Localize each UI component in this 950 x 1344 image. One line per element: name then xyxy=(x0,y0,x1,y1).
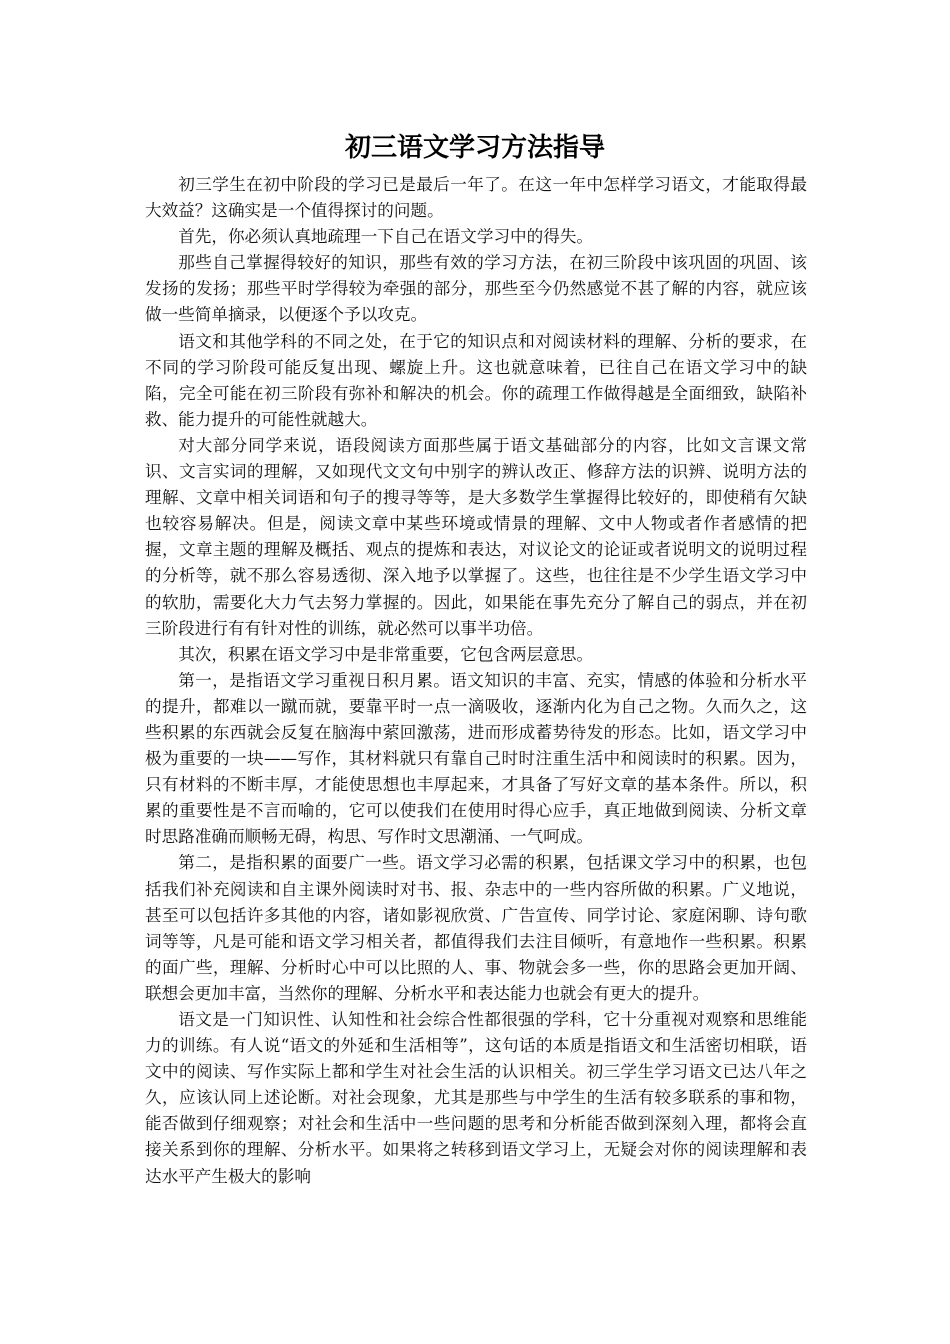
paragraph: 初三学生在初中阶段的学习已是最后一年了。在这一年中怎样学习语文，才能取得最大效益？这确实是一个值得探讨的问题。 xyxy=(145,175,807,221)
paragraph: 首先，你必须认真地疏理一下自己在语文学习中的得失。 xyxy=(178,227,594,247)
paragraph: 第二，是指积累的面要广一些。语文学习必需的积累，包括课文学习中的积累，也包括我们补充阅读和自主课外阅读时对书、报、杂志中的一些内容所做的积累。广义地说，甚至可以包括许多其他的内容，诸如影视欣赏、广告宣传、同学讨论、家庭闲聊、诗句歌词等等，凡是可能和语文学习相关者，都值得我们去注目倾听，有意地作一些积累。积累的面广些，理解、分析时心中可以比照的人、事、物就会多一些，你的思路会更加开阔、联想会更加丰富，当然你的理解、分析水平和表达能力也就会有更大的提升。 xyxy=(145,853,807,1003)
paragraph: 语文是一门知识性、认知性和社会综合性都很强的学科，它十分重视对观察和思维能力的训练。有人说“语文的外延和生活相等”，这句话的本质是指语文和生活密切相联，语文中的阅读、写作实际上都和学生对社会生活的认识相关。初三学生学习语文已达八年之久，应该认同上述论断。对社会现象，尤其是那些与中学生的生活有较多联系的事和物，能否做到仔细观察；对社会和生活中一些问题的思考和分析能否做到深刻入理，都将会直接关系到你的理解、分析水平。如果将之转移到语文学习上，无疑会对你的阅读理解和表达水平产生极大的影响 xyxy=(145,1010,807,1186)
paragraph: 语文和其他学科的不同之处，在于它的知识点和对阅读材料的理解、分析的要求，在不同的学习阶段可能反复出现、螺旋上升。这也就意味着，已往自己在语文学习中的缺陷，完全可能在初三阶段有弥补和解决的机会。你的疏理工作做得越是全面细致，缺陷补救、能力提升的可能性就越大。 xyxy=(145,331,807,429)
paragraph: 那些自己掌握得较好的知识，那些有效的学习方法，在初三阶段中该巩固的巩固、该发扬的发扬；那些平时学得较为牵强的部分，那些至今仍然感觉不甚了解的内容，就应该做一些简单摘录，以便逐个予以攻克。 xyxy=(145,253,807,325)
document-title: 初三语文学习方法指导 xyxy=(344,133,605,163)
paragraph: 第一，是指语文学习重视日积月累。语文知识的丰富、充实，情感的体验和分析水平的提升，都难以一蹴而就，要靠平时一点一滴吸收，逐渐内化为自己之物。久而久之，这些积累的东西就会反复在脑海中萦回激荡，进而形成蓄势待发的形态。比如，语文学习中极为重要的一块——写作，其材料就只有靠自己时时注重生活中和阅读时的积累。因为，只有材料的不断丰厚，才能使思想也丰厚起来，才具备了写好文章的基本条件。所以，积累的重要性是不言而喻的，它可以使我们在使用时得心应手，真正地做到阅读、分析文章时思路准确而顺畅无碍，构思、写作时文思潮涌、一气呵成。 xyxy=(145,670,807,847)
paragraph: 对大部分同学来说，语段阅读方面那些属于语文基础部分的内容，比如文言课文常识、文言实词的理解，又如现代文文句中别字的辨认改正、修辞方法的识辨、说明方法的理解、文章中相关词语和句子的搜寻等等，是大多数学生掌握得比较好的，即使稍有欠缺也较容易解决。但是，阅读文章中某些环境或情景的理解、文中人物或者作者感情的把握，文章主题的理解及概括、观点的提炼和表达，对议论文的论证或者说明文的说明过程的分析等，就不那么容易透彻、深入地予以掌握了。这些，也往往是不少学生语文学习中的软肋，需要化大力气去努力掌握的。因此，如果能在事先充分了解自己的弱点，并在初三阶段进行有有针对性的训练，就必然可以事半功倍。 xyxy=(145,435,807,638)
paragraph: 其次，积累在语文学习中是非常重要，它包含两层意思。 xyxy=(178,644,594,664)
document-body xyxy=(145,172,807,1190)
